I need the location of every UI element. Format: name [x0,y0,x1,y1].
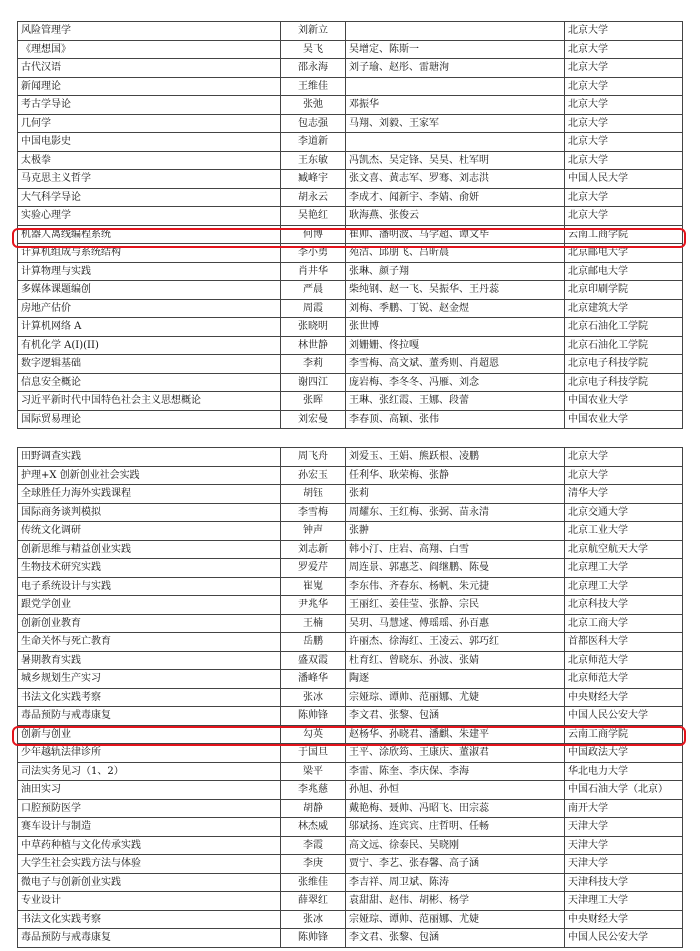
table-row [18,318,683,337]
course-name-cell: 毒品预防与戒毒康复 [18,707,281,726]
table-row [18,336,683,355]
university-cell: 北京航空航天大学 [565,540,683,559]
lead-teacher-cell: 罗爱芹 [281,559,346,578]
table-row [18,485,683,504]
table-row [18,244,683,263]
team-members-cell: 陶逐 [346,670,565,689]
team-members-cell: 李文君、张黎、包涵 [346,707,565,726]
team-members-cell: 吴玥、马慧逑、傅瑶瑶、孙百惠 [346,614,565,633]
lead-teacher-cell: 王维佳 [281,77,346,96]
university-cell: 中国人民大学 [565,170,683,189]
university-cell: 北京电子科技学院 [565,373,683,392]
course-name-cell: 赛车设计与制造 [18,818,281,837]
course-name-cell: 有机化学 A(I)(II) [18,336,281,355]
lead-teacher-cell: 尹兆华 [281,596,346,615]
lead-teacher-cell: 张弛 [281,96,346,115]
table-row [18,670,683,689]
team-members-cell: 赵杨华、孙晓君、潘麒、朱建平 [346,725,565,744]
course-name-cell: 房地产估价 [18,299,281,318]
team-members-cell: 柴纯钢、赵一飞、吴振华、王丹蕊 [346,281,565,300]
team-members-cell: 庞岩梅、李冬冬、冯雁、刘念 [346,373,565,392]
lead-teacher-cell: 张晓明 [281,318,346,337]
team-members-cell: 邓振华 [346,96,565,115]
lead-teacher-cell: 岳鹏 [281,633,346,652]
team-members-cell: 任利华、耿荣梅、张静 [346,466,565,485]
lead-teacher-cell: 李庚 [281,855,346,874]
university-cell: 北京电子科技学院 [565,355,683,374]
table-row [18,188,683,207]
lead-teacher-cell: 崔嵬 [281,577,346,596]
team-members-cell: 王丽红、姜佳莹、张静、宗民 [346,596,565,615]
lead-teacher-cell: 陈帅锋 [281,707,346,726]
university-cell: 中国石油大学（北京） [565,781,683,800]
university-cell: 北京大学 [565,448,683,467]
lead-teacher-cell: 肖井华 [281,262,346,281]
course-name-cell: 风险管理学 [18,22,281,41]
team-members-cell: 李文君、张黎、包涵 [346,929,565,948]
university-cell: 天津大学 [565,855,683,874]
lead-teacher-cell: 邵永海 [281,59,346,78]
team-members-cell: 耿海燕、张俊云 [346,207,565,226]
lead-teacher-cell: 李小勇 [281,244,346,263]
table-row [18,873,683,892]
course-name-cell: 跟党学创业 [18,596,281,615]
course-name-cell: 全球胜任力海外实践课程 [18,485,281,504]
course-name-cell: 书法文化实践考察 [18,688,281,707]
university-cell: 北京石油化工学院 [565,318,683,337]
team-members-cell: 刘梅、季鹏、丁锐、赵金煜 [346,299,565,318]
team-members-cell [346,22,565,41]
university-cell: 云南工商学院 [565,725,683,744]
lead-teacher-cell: 陈帅锋 [281,929,346,948]
lead-teacher-cell: 钟声 [281,522,346,541]
team-members-cell: 邬斌扬、连宾宾、庄哲明、任畅 [346,818,565,837]
course-name-cell: 机器人离线编程系统 [18,225,281,244]
university-cell: 北京师范大学 [565,670,683,689]
university-cell: 清华大学 [565,485,683,504]
course-name-cell: 油田实习 [18,781,281,800]
university-cell: 北京理工大学 [565,577,683,596]
table-row [18,410,683,429]
course-name-cell: 习近平新时代中国特色社会主义思想概论 [18,392,281,411]
course-name-cell: 数字逻辑基础 [18,355,281,374]
team-members-cell: 王琳、张红霞、王娜、段蕾 [346,392,565,411]
course-name-cell: 几何学 [18,114,281,133]
lead-teacher-cell: 李霞 [281,836,346,855]
course-name-cell: 古代汉语 [18,59,281,78]
table-row [18,170,683,189]
university-cell: 首都医科大学 [565,633,683,652]
course-name-cell: 创新思维与精益创业实践 [18,540,281,559]
team-members-cell: 高文远、徐泰民、吴晓刚 [346,836,565,855]
course-name-cell: 电子系统设计与实践 [18,577,281,596]
university-cell: 北京师范大学 [565,651,683,670]
course-name-cell: 国际贸易理论 [18,410,281,429]
course-name-cell: 书法文化实践考察 [18,910,281,929]
table-row [18,355,683,374]
university-cell: 北京大学 [565,114,683,133]
team-members-cell: 周耀东、王红梅、张弼、苗永清 [346,503,565,522]
team-members-cell: 袁甜甜、赵伟、胡彬、杨学 [346,892,565,911]
course-name-cell: 大气科学导论 [18,188,281,207]
university-cell: 中央财经大学 [565,688,683,707]
team-members-cell: 李吉祥、周卫斌、陈涛 [346,873,565,892]
table-row [18,614,683,633]
team-members-cell: 张世博 [346,318,565,337]
team-members-cell: 张莉 [346,485,565,504]
team-members-cell: 孙旭、孙恒 [346,781,565,800]
team-members-cell: 李雷、陈奎、李庆保、李海 [346,762,565,781]
table-row [18,651,683,670]
university-cell: 北京科技大学 [565,596,683,615]
course-name-cell: 《理想国》 [18,40,281,59]
course-name-cell: 城乡规划生产实习 [18,670,281,689]
university-cell: 北京大学 [565,133,683,152]
table-row [18,540,683,559]
course-name-cell: 司法实务见习（1、2） [18,762,281,781]
table-row [18,225,683,244]
lead-teacher-cell: 勾英 [281,725,346,744]
university-cell: 中国政法大学 [565,744,683,763]
lead-teacher-cell: 孙宏玉 [281,466,346,485]
team-members-cell: 周连景、郭惠芝、阎继鹏、陈曼 [346,559,565,578]
team-members-cell: 刘子瑜、赵彤、雷瑭洵 [346,59,565,78]
lead-teacher-cell: 王楠 [281,614,346,633]
lead-teacher-cell: 胡永云 [281,188,346,207]
team-members-cell [346,77,565,96]
table-row [18,781,683,800]
university-cell: 中央财经大学 [565,910,683,929]
lead-teacher-cell: 张冰 [281,910,346,929]
team-members-cell: 李雪梅、高文斌、董秀则、肖超恩 [346,355,565,374]
university-cell: 天津理工大学 [565,892,683,911]
university-cell: 中国农业大学 [565,392,683,411]
table-row [18,633,683,652]
table-row [18,762,683,781]
university-cell: 天津大学 [565,836,683,855]
university-cell: 中国人民公安大学 [565,707,683,726]
university-cell: 北京印刷学院 [565,281,683,300]
team-members-cell: 苑洁、邱朋飞、吕昕晨 [346,244,565,263]
table-row [18,929,683,948]
lead-teacher-cell: 胡钰 [281,485,346,504]
lead-teacher-cell: 林世静 [281,336,346,355]
table-row [18,59,683,78]
lead-teacher-cell: 周霞 [281,299,346,318]
team-members-cell: 马翔、刘毅、王家军 [346,114,565,133]
university-cell: 北京大学 [565,22,683,41]
university-cell: 中国人民公安大学 [565,929,683,948]
team-members-cell [346,133,565,152]
table-row [18,855,683,874]
course-name-cell: 大学生社会实践方法与体验 [18,855,281,874]
lead-teacher-cell: 盛双霞 [281,651,346,670]
university-cell: 北京工商大学 [565,614,683,633]
lead-teacher-cell: 刘新立 [281,22,346,41]
table-row [18,40,683,59]
table-row [18,114,683,133]
course-name-cell: 微电子与创新创业实践 [18,873,281,892]
team-members-cell: 韩小汀、庄岩、高翔、白雪 [346,540,565,559]
table-row [18,262,683,281]
team-members-cell: 宗娅琮、谭帅、范丽娜、尤婕 [346,910,565,929]
course-name-cell: 计算机组成与系统结构 [18,244,281,263]
table-row [18,725,683,744]
university-cell: 华北电力大学 [565,762,683,781]
university-cell: 北京大学 [565,151,683,170]
course-name-cell: 计算物理与实践 [18,262,281,281]
course-name-cell: 口腔预防医学 [18,799,281,818]
course-table-top [17,21,683,429]
lead-teacher-cell: 严晨 [281,281,346,300]
table-row [18,522,683,541]
lead-teacher-cell: 李莉 [281,355,346,374]
team-members-cell: 杜育红、曾晓东、孙波、张婧 [346,651,565,670]
university-cell: 北京大学 [565,96,683,115]
team-members-cell: 李成才、闻新宇、李婧、俞妍 [346,188,565,207]
table-row [18,448,683,467]
lead-teacher-cell: 张维佳 [281,873,346,892]
table-row [18,373,683,392]
university-cell: 北京石油化工学院 [565,336,683,355]
team-members-cell: 王平、涂欣筠、王康庆、董淑君 [346,744,565,763]
lead-teacher-cell: 吴飞 [281,40,346,59]
lead-teacher-cell: 谢四江 [281,373,346,392]
table-row [18,744,683,763]
team-members-cell: 戴艳梅、聂帅、冯昭飞、田宗蕊 [346,799,565,818]
university-cell: 北京大学 [565,40,683,59]
table-row [18,22,683,41]
table-row [18,577,683,596]
course-name-cell: 中草药种植与文化传承实践 [18,836,281,855]
course-name-cell: 国际商务谈判模拟 [18,503,281,522]
team-members-cell: 吴增定、陈斯一 [346,40,565,59]
lead-teacher-cell: 潘峰华 [281,670,346,689]
course-name-cell: 考古学导论 [18,96,281,115]
table-row [18,836,683,855]
table-row [18,151,683,170]
lead-teacher-cell: 胡静 [281,799,346,818]
course-name-cell: 计算机网络 A [18,318,281,337]
team-members-cell: 刘姗姗、佟拉嘎 [346,336,565,355]
table-row [18,392,683,411]
university-cell: 天津科技大学 [565,873,683,892]
university-cell: 北京邮电大学 [565,244,683,263]
team-members-cell: 张文喜、黄志军、罗骞、刘志洪 [346,170,565,189]
table-row [18,207,683,226]
course-name-cell: 中国电影史 [18,133,281,152]
lead-teacher-cell: 张晖 [281,392,346,411]
lead-teacher-cell: 臧峰宇 [281,170,346,189]
course-name-cell: 太极拳 [18,151,281,170]
university-cell: 中国农业大学 [565,410,683,429]
lead-teacher-cell: 吴艳红 [281,207,346,226]
course-name-cell: 新闻理论 [18,77,281,96]
university-cell: 北京邮电大学 [565,262,683,281]
table-row [18,77,683,96]
team-members-cell: 李东伟、齐春东、杨帆、朱元捷 [346,577,565,596]
university-cell: 云南工商学院 [565,225,683,244]
table-row [18,299,683,318]
team-members-cell: 宗娅琮、谭帅、范丽娜、尤婕 [346,688,565,707]
lead-teacher-cell: 李雪梅 [281,503,346,522]
university-cell: 北京大学 [565,188,683,207]
lead-teacher-cell: 于国旦 [281,744,346,763]
table-row [18,596,683,615]
table-row [18,466,683,485]
course-name-cell: 少年越轨法律诊所 [18,744,281,763]
university-cell: 北京大学 [565,207,683,226]
table-row [18,818,683,837]
lead-teacher-cell: 梁平 [281,762,346,781]
lead-teacher-cell: 李兆慈 [281,781,346,800]
table-row [18,892,683,911]
course-name-cell: 马克思主义哲学 [18,170,281,189]
course-name-cell: 传统文化调研 [18,522,281,541]
lead-teacher-cell: 李道新 [281,133,346,152]
course-name-cell: 专业设计 [18,892,281,911]
table-row [18,559,683,578]
course-name-cell: 生命关怀与死亡教育 [18,633,281,652]
course-name-cell: 毒品预防与戒毒康复 [18,929,281,948]
table-row [18,707,683,726]
lead-teacher-cell: 刘志新 [281,540,346,559]
team-members-cell: 李春顶、高颖、张伟 [346,410,565,429]
lead-teacher-cell: 薛翠红 [281,892,346,911]
university-cell: 北京工业大学 [565,522,683,541]
course-name-cell: 信息安全概论 [18,373,281,392]
lead-teacher-cell: 包志强 [281,114,346,133]
course-name-cell: 生物技术研究实践 [18,559,281,578]
course-name-cell: 多媒体课题编创 [18,281,281,300]
lead-teacher-cell: 何博 [281,225,346,244]
course-name-cell: 实验心理学 [18,207,281,226]
lead-teacher-cell: 王东敏 [281,151,346,170]
course-name-cell: 暑期教育实践 [18,651,281,670]
university-cell: 北京大学 [565,77,683,96]
university-cell: 南开大学 [565,799,683,818]
course-name-cell: 护理+X 创新创业社会实践 [18,466,281,485]
table-row [18,96,683,115]
university-cell: 北京大学 [565,466,683,485]
table-row [18,688,683,707]
lead-teacher-cell: 张冰 [281,688,346,707]
university-cell: 北京建筑大学 [565,299,683,318]
team-members-cell: 张翀 [346,522,565,541]
university-cell: 北京交通大学 [565,503,683,522]
table-row [18,281,683,300]
university-cell: 北京理工大学 [565,559,683,578]
team-members-cell: 刘爱玉、王娟、熊跃根、凌鹏 [346,448,565,467]
team-members-cell: 冯凯杰、吴定锋、吴昊、杜军明 [346,151,565,170]
lead-teacher-cell: 刘宏曼 [281,410,346,429]
university-cell: 天津大学 [565,818,683,837]
university-cell: 北京大学 [565,59,683,78]
team-members-cell: 崔帅、潘明波、马学超、谭文毕 [346,225,565,244]
course-name-cell: 创新与创业 [18,725,281,744]
course-name-cell: 田野调查实践 [18,448,281,467]
table-row [18,799,683,818]
table-row [18,910,683,929]
lead-teacher-cell: 周飞舟 [281,448,346,467]
table-row [18,133,683,152]
table-row [18,503,683,522]
lead-teacher-cell: 林杰威 [281,818,346,837]
course-table-bottom [17,447,683,948]
course-name-cell: 创新创业教育 [18,614,281,633]
team-members-cell: 贾宁、李艺、张春馨、高子涵 [346,855,565,874]
team-members-cell: 张琳、颜子翔 [346,262,565,281]
team-members-cell: 许丽杰、徐海红、王凌云、郭巧红 [346,633,565,652]
